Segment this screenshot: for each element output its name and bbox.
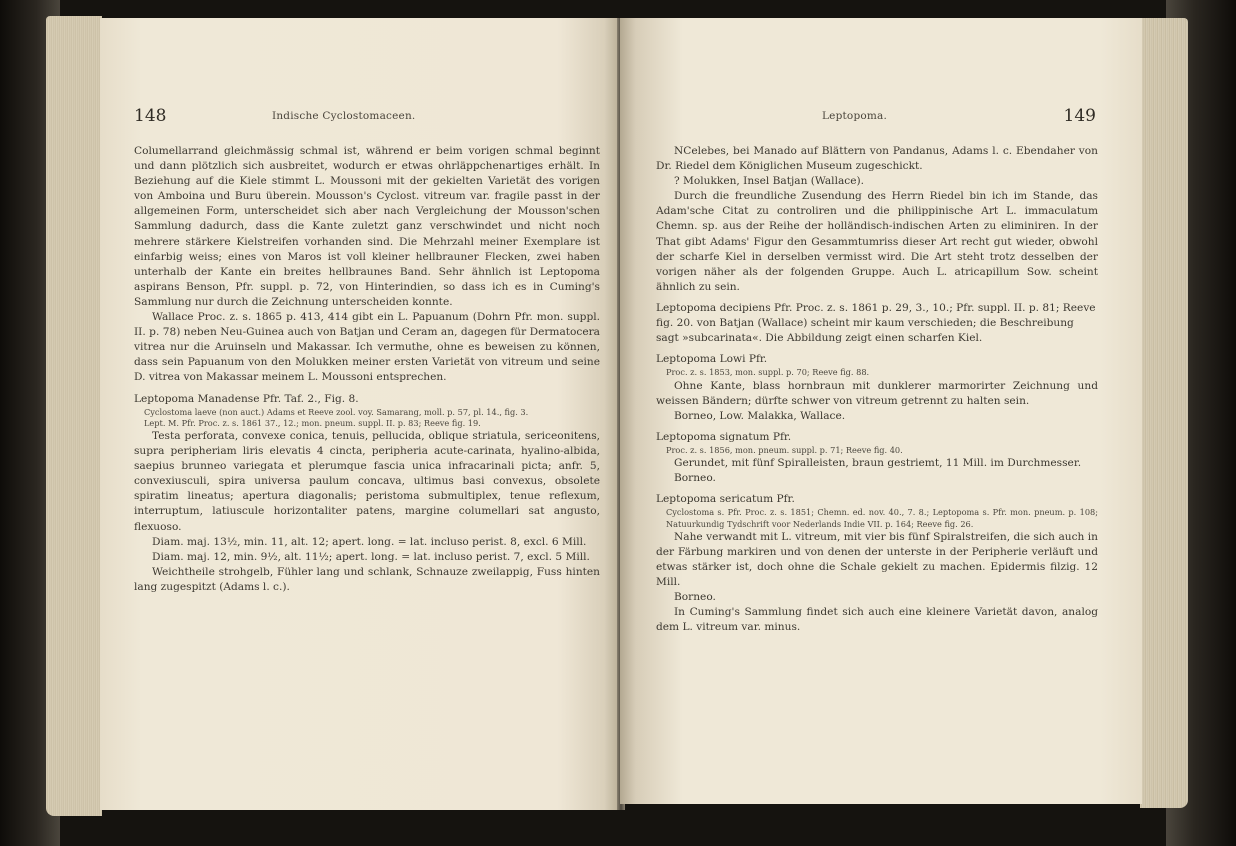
body-paragraph: Wallace Proc. z. s. 1865 p. 413, 414 gibt ein L. Papuanum (Dohrn Pfr. mon. suppl. II. p. 78) neben Neu-Guinea auch von Batjan und Ceram an, dagegen für Dermatocera vitrea nur die Aruinseln und Makassar. Ich vermuthe, ohne es beweisen zu können, dass sein Papuanum von den Molukken meiner ersten Varietät von vitreum und seine D. vitrea von Makassar meinem L. Moussoni entsprechen. [134,311,600,384]
citation-line: Lept. M. Pfr. Proc. z. s. 1861 37., 12.; mon. pneum. suppl. II. p. 83; Reeve fig. 19. [144,417,481,428]
body-paragraph: Testa perforata, convexe conica, tenuis, pellucida, oblique striatula, sericeonitens, supra peripheriam liris elevatis 4 cincta, peripheria acute-carinata, hyalino-albida, saepius brunneo variegata et plerumque fascia unica infracarinali picta; anfr. 5, convexiusculi, spira universa paulum concava, ultimus basi convexus, obsolete spiratim lineatus; apertura diagonalis; peristoma submultiplex, tenue reflexum, interruptum, latiuscule horizontaliter patens, margine columellari sat angusto, flexuoso. [134,430,600,533]
locality-line: ? Molukken, Insel Batjan (Wallace). [674,175,864,188]
left-page-number: 148 [134,106,167,126]
body-paragraph: In Cuming's Sammlung findet sich auch eine kleinere Varietät davon, analog dem L. vitreum var. minus. [656,606,1098,634]
locality-line: Borneo. [674,591,716,604]
page-edges-right [1140,18,1188,808]
right-running-title: Leptopoma. [822,110,888,122]
body-paragraph: Weichtheile strohgelb, Fühler lang und schlank, Schnauze zweilappig, Fuss hinten lang zugespitzt (Adams l. c.). [134,565,600,593]
body-paragraph: Columellarrand gleichmässig schmal ist, während er beim vorigen schmal beginnt und dann plötzlich sich ausbreitet, wodurch er etwas ohrläppchenartiges erhält. In Beziehung auf die Kiele stimmt L. Moussoni mit der gekielten Varietät des vorigen von Amboina und Buru überein. Mousson's Cyclost. vitreum var. fragile passt in der allgemeinen Form, unterscheidet sich aber nach Vergleichung der Mousson'schen Sammlung dadurch, dass die Kante zuletzt ganz verschwindet und nicht noch mehrere stärkere Kielstreifen vorhanden sind. Die Mehrzahl meiner Exemplare ist einfarbig weiss; eines von Maros ist voll kleiner hellbrauner Flecken, zwei haben unterhalb der Kante ein breites hellbraunes Band. Sehr ähnlich ist Leptopoma aspirans Benson, Pfr. suppl. p. 72, von Hinterindien, so dass ich es in Cuming's Sammlung nur durch die Zeichnung unterscheiden konnte. [134,145,600,308]
left-running-head [134,106,554,128]
entry-heading: Leptopoma Lowi Pfr. [656,353,768,366]
right-page-number: 149 [1063,106,1096,126]
citation-line: Cyclostoma s. Pfr. Proc. z. s. 1851; Chemn. ed. nov. 40., 7. 8.; Leptopoma s. Pfr. mon. pneum. p. 108; Natuurkundig Tydschrift voor Nederlands Indie VII. p. 164; Reeve fig. 26. [666,507,1098,529]
entry-heading: Leptopoma signatum Pfr. [656,430,792,443]
right-text-column [656,144,1098,635]
citation-line: Cyclostoma laeve (non auct.) Adams et Reeve zool. voy. Samarang, moll. p. 57, pl. 14., fig. 3. [144,406,529,417]
left-page [100,18,620,810]
entry-heading: Leptopoma decipiens Pfr. Proc. z. s. 1861 p. 29, 3., 10.; Pfr. suppl. II. p. 81; Reeve fig. 20. von Batjan (Wallace) scheint mir kaum verschieden; die Beschreibung sagt »subcarinata«. Die Abbildung zeigt einen scharfen Kiel. [656,301,1096,345]
right-page [620,18,1142,804]
body-paragraph: Diam. maj. 13½, min. 11, alt. 12; apert. long. = lat. incluso perist. 8, excl. 6 Mill. [152,535,587,548]
right-running-head [656,106,1096,128]
body-paragraph: Ohne Kante, blass hornbraun mit dunklerer marmorirter Zeichnung und weissen Bändern; dürfte schwer von vitreum getrennt zu halten sein. [656,379,1098,407]
body-paragraph: Durch die freundliche Zusendung des Herrn Riedel bin ich im Stande, das Adam'sche Citat zu controliren und die philippinische Art L. immaculatum Chemn. sp. aus der Reihe der holländisch-indischen Arten zu eliminiren. In der That gibt Adams' Figur den Gesammtumriss dieser Art recht gut wieder, obwohl der scharfe Kiel in derselben vermisst wird. Die Art steht trotz desselben der vorigen näher als der folgenden Gruppe. Auch L. atricapillum Sow. scheint ähnlich zu sein. [656,190,1098,293]
citation-line: Proc. z. s. 1856, mon. pneum. suppl. p. 71; Reeve fig. 40. [666,444,903,455]
locality-line: Borneo. [674,472,716,485]
body-paragraph: Gerundet, mit fünf Spiralleisten, braun gestriemt, 11 Mill. im Durchmesser. [674,457,1082,470]
body-paragraph: Nahe verwandt mit L. vitreum, mit vier bis fünf Spiralstreifen, die sich auch in der Färbung markiren und von denen der unterste in der Peripherie verläuft und etwas stärker ist, doch ohne die Schale gekielt zu machen. Epidermis filzig. 12 Mill. [656,530,1098,589]
body-paragraph: NCelebes, bei Manado auf Blättern von Pandanus, Adams l. c. Ebendaher von Dr. Riedel dem Königlichen Museum zugeschickt. [656,145,1098,173]
locality-line: Borneo, Low. Malakka, Wallace. [674,409,846,422]
left-text-column [134,144,600,595]
entry-heading: Leptopoma sericatum Pfr. [656,493,795,506]
page-edges-left [46,16,102,816]
left-running-title: Indische Cyclostomaceen. [272,110,416,122]
body-paragraph: Diam. maj. 12, min. 9½, alt. 11½; apert. long. = lat. incluso perist. 7, excl. 5 Mill. [152,550,590,563]
citation-line: Proc. z. s. 1853, mon. suppl. p. 70; Reeve fig. 88. [666,367,870,378]
entry-heading: Leptopoma Manadense Pfr. Taf. 2., Fig. 8. [134,392,359,405]
